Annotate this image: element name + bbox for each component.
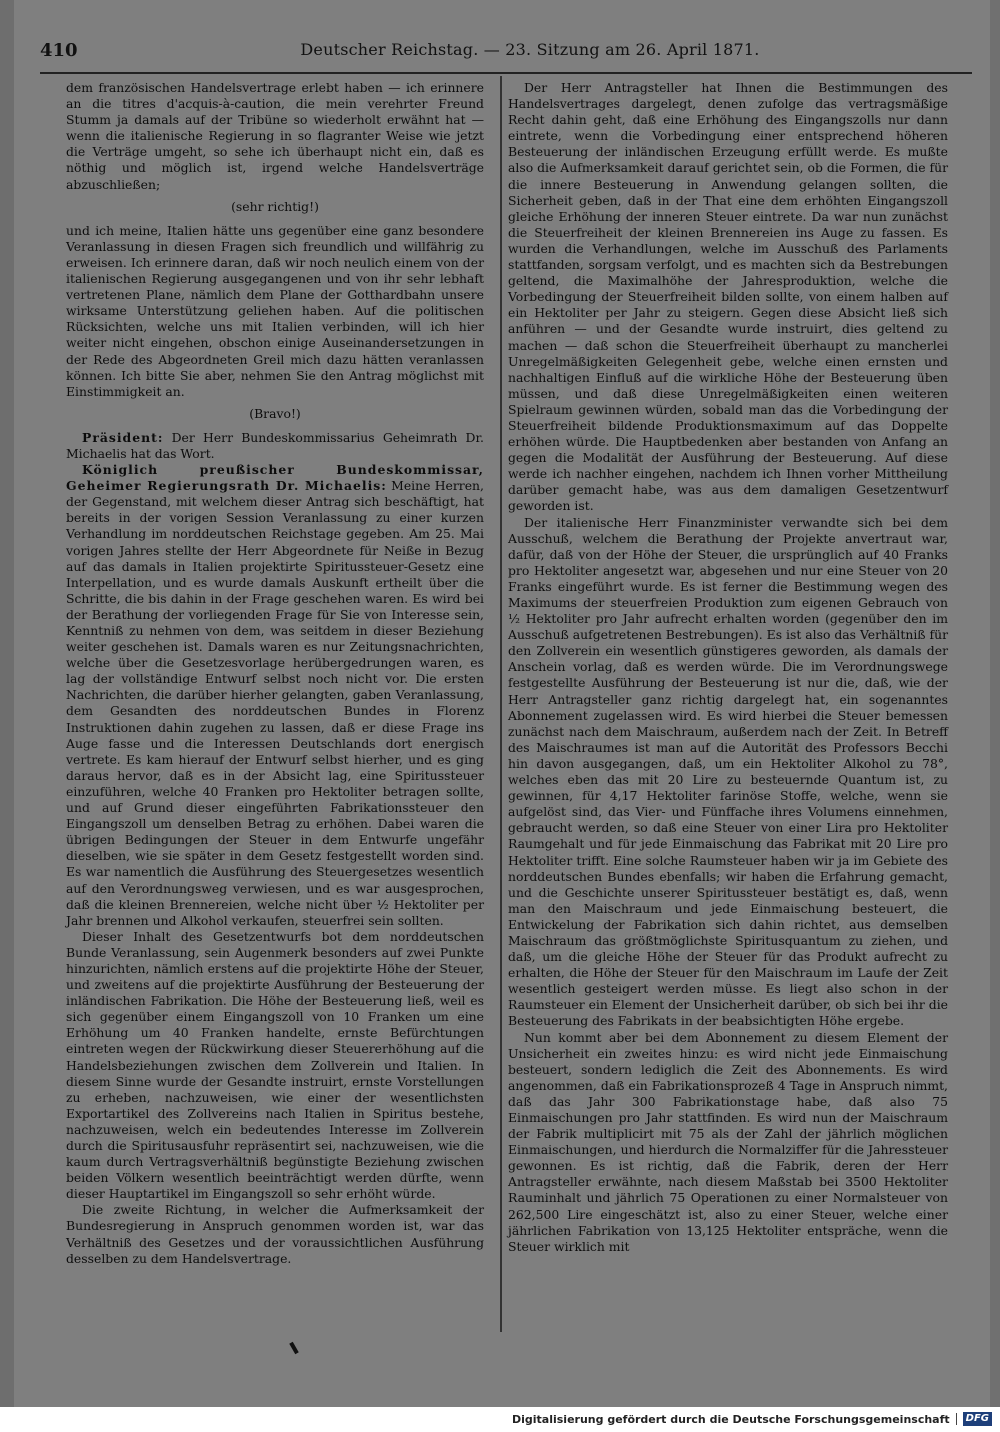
speaker-name: Königlich preußischer Bundeskommissar, Geheimer Regierungsrath Dr. Michaelis: [66, 462, 484, 494]
body-paragraph: Nun kommt aber bei dem Abonnement zu diesem Element der Unsicherheit ein zweites hinzu: es wird nicht jede Einmaischung besteuert, sondern lediglich die Zeit des Abonnements. Es wird angenommen, daß ein Fabrikationsprozeß 4 Tage in Anspruch nimmt, daß das Jahr 300 Fabrikationstage habe, daß also 75 Einmaischungen pro Jahr stattfinden. Es wird nun der Maischraum der Fabrik multiplicirt mit 75 als der Zahl der jährlich möglichen Einmaischungen, und hierdurch die Normalziffer für die Jahressteuer gewonnen. Es ist richtig, daß die Fabrik, deren der Herr Antragsteller erwähnte, nach diesem Maßstab bei 3500 Hektoliter Rauminhalt und jährlich 75 Operationen zu einer Normalsteuer von 262,500 Lire eingeschätzt ist, also zu einer Steuer, welche einer jährlichen Fabrikation von 13,125 Hektoliter entspräche, wenn die Steuer wirklich mit [508, 1029, 948, 1254]
interjection: (sehr richtig!) [231, 198, 319, 214]
speech-text: Meine Herren, der Gegenstand, mit welchem dieser Antrag sich beschäftigt, hat bereits in der vorigen Session Veranlassung zu einer kurzen Verhandlung im norddeutschen Reichstage gegeben. Am 25. Mai vorigen Jahres stellte der Herr Abgeordnete für Neiße in Bezug auf das damals in Italien projektirte Spiritussteuer-Gesetz eine Interpellation, und es wurde damals Auskunft ertheilt über die Schritte, die bis dahin in der Frage geschehen waren. Es wird bei der Berathung der vorliegenden Frage für Sie von Interesse sein, Kenntniß zu nehmen von dem, was seitdem in dieser Beziehung weiter geschehen ist. Damals waren es nur Zeitungsnachrichten, welche über die Gesetzesvorlage herübergedrungen waren, es lag der vollständige Entwurf selbst noch nicht vor. Die ersten Nachrichten, die darüber hierher gelangten, gaben Veranlassung, dem Gesandten des norddeutschen Bundes in Florenz Instruktionen dahin zugehen zu lassen, daß er diese Frage ins Auge fasse und die Interessen Deutschlands dort energisch vertrete. Es kam hierauf der Entwurf selbst hierher, und es ging daraus hervor, daß es in der Absicht lag, eine Spiritussteuer einzuführen, welche 40 Franken pro Hektoliter betragen sollte, und auf Grund dieser eingeführten Fabrikationssteuer den Eingangszoll um denselben Betrag zu erhöhen. Dabei waren die übrigen Bedingungen der Steuer in dem Entwurfe ungefähr dieselben, wie sie später in dem Gesetz festgestellt worden sind. Es war namentlich die Ausführung des Steuergesetzes wesentlich auf den Verordnungsweg verwiesen, und es war ausgesprochen, daß die kleinen Brennereien, welche nicht über ½ Hektoliter per Jahr brennen und Alkohol verkaufen, steuerfrei sein sollten. [66, 478, 484, 928]
body-paragraph: dem französischen Handelsvertrage erlebt haben — ich erinnere an die titres d'acquis-à-caution, die mein verehrter Freund Stumm ja damals auf der Tribüne so wiederholt erwähnt hat — wenn die italienische Regierung in so flagranter Weise wie jetzt die Verträge umgeht, so sehe ich überhaupt nicht ein, daß es nöthig und möglich ist, irgend welche Handelsverträge abzuschließen; [66, 80, 484, 192]
interjection: (Bravo!) [249, 405, 301, 421]
page-number: 410 [40, 40, 78, 61]
body-paragraph: und ich meine, Italien hätte uns gegenüber eine ganz besondere Veranlassung in diesen Fragen sich freundlich und willfährig zu erweisen. Ich erinnere daran, daß wir noch neulich einem von der italienischen Regierung ausgegangenen und von ihr sehr lebhaft vertretenen Plane, nämlich dem Plane der Gotthardbahn unsere wirksame Unterstützung geliehen haben. Auf die politischen Rücksichten, welche uns mit Italien verbinden, will ich hier weiter nicht eingehen, obschon einige Auseinandersetzungen in der Rede des Abgeordneten Greil mich dazu hätten veranlassen können. Ich bitte Sie aber, nehmen Sie den Antrag möglichst mit Einstimmigkeit an. [66, 222, 484, 399]
running-title: Deutscher Reichstag. — 23. Sitzung am 26. April 1871. [300, 40, 760, 59]
ink-mark [289, 1342, 298, 1354]
body-paragraph: Der italienische Herr Finanzminister verwandte sich bei dem Ausschuß, welchem die Berathung der Projekte anvertraut war, dafür, daß von der Höhe der Steuer, die ursprünglich auf 40 Franks pro Hektoliter angesetzt war, abgesehen und nur eine Steuer von 20 Franks eingeführt wurde. Es ist ferner die Bestimmung wegen des Maximums der steuerfreien Produktion zum eigenen Gebrauch von ½ Hektoliter pro Jahr aufrecht erhalten worden (gegenüber den im Ausschuß aufgetretenen Bestrebungen). Es ist also das Verhältniß für den Zollverein ein wesentlich günstigeres geworden, als damals der Anschein vorlag, daß es werden würde. Die im Verordnungswege festgestellte Ausführung der Besteuerung ist nur die, daß, wie der Herr Antragsteller ganz richtig dargelegt hat, ein sogenanntes Abonnement zugelassen wird. Es wird hierbei die Steuer bemessen zunächst nach dem Maischraum, außerdem nach der Zeit. In Betreff des Maischraumes ist man auf die Autorität des Professors Becchi hin davon ausgegangen, daß, um ein Hektoliter Alkohol zu 78°, welches eben das mit 20 Lire zu besteuernde Quantum ist, zu gewinnen, für 4,17 Hektoliter farinöse Stoffe, welche, wenn sie aufgelöst sind, das Vier- und Fünffache ihres Volumens einnehmen, gebraucht werden, so daß eine Steuer von einer Lira pro Hektoliter Raumgehalt und für jede Einmaischung das Fabrikat mit 20 Lire pro Hektoliter trifft. Eine solche Raumsteuer haben wir ja im Gebiete des norddeutschen Bundes ebenfalls; wir haben die Erfahrung gemacht, und die Geschichte unserer Spiritussteuer bestätigt es, daß, wenn man den Maischraum und jede Einmaischung besteuert, die Entwickelung der Fabrikation sich dahin richtet, aus demselben Maischraum das größtmöglichste Spiritusquantum zu ziehen, und daß, um die gleiche Höhe der Steuer für das Produkt aufrecht zu erhalten, die Höhe der Steuer für den Maischraum im Laufe der Zeit wesentlich gesteigert werden müsse. Es liegt also schon in der Raumsteuer ein Element der Unsicherheit darüber, ob sich bei ihr die Besteuerung des Fabrikats in der beabsichtigten Höhe ergebe. [508, 514, 948, 1029]
footer-credit: Digitalisierung gefördert durch die Deutsche Forschungsgemeinschaft [511, 1412, 950, 1426]
header-rule [40, 72, 972, 74]
scan-edge-left [0, 0, 14, 1407]
page-header [40, 36, 972, 66]
body-paragraph: Die zweite Richtung, in welcher die Aufmerksamkeit der Bundesregierung in Anspruch genommen worden ist, war das Verhältniß des Gesetzes und der voraussichtlichen Ausführung desselben zu dem Handelsvertrage. [66, 1202, 484, 1266]
footer-separator [956, 1413, 957, 1425]
speaker-paragraph [66, 430, 484, 462]
left-column [66, 80, 484, 1267]
speaker-paragraph [66, 462, 484, 929]
right-column [508, 80, 948, 1255]
column-divider [500, 76, 502, 1332]
speech-text: Der Herr Bundeskommissarius Geheimrath Dr. Michaelis hat das Wort. [66, 429, 484, 461]
dfg-logo: DFG [963, 1412, 992, 1426]
body-paragraph: Dieser Inhalt des Gesetzentwurfs bot dem norddeutschen Bunde Veranlassung, sein Augenmerk besonders auf zwei Punkte hinzurichten, nämlich erstens auf die projektirte Höhe der Steuer, und zweitens auf die projektirte Ausführung der Besteuerung der inländischen Fabrikation. Die Höhe der Besteuerung ließ, weil es sich gegenüber einem Eingangszoll von 10 Franken um eine Erhöhung um 40 Franken handelte, ernste Befürchtungen eintreten wegen der Rückwirkung dieser Steuererhöhung auf die Handelsbeziehungen zwischen dem Zollverein und Italien. In diesem Sinne wurde der Gesandte instruirt, ernste Vorstellungen zu erheben, nachzuweisen, wie einer der wesentlichsten Exportartikel des Zollvereins nach Italien in Spiritus bestehe, nachzuweisen, welch ein bedeutendes Interesse im Zollverein durch die Spiritusausfuhr repräsentirt sei, nachzuweisen, wie die kaum durch Vertragsverhältniß begünstigte Beziehung zwischen beiden Völkern wesentlich beeinträchtigt werden dürfte, wenn dieser Hauptartikel im Eingangszoll so sehr erhöht würde. [66, 928, 484, 1202]
scan-edge-right [990, 0, 1000, 1407]
footer [512, 1410, 992, 1428]
speaker-name: Präsident: [82, 429, 164, 445]
body-paragraph: Der Herr Antragsteller hat Ihnen die Bestimmungen des Handelsvertrages dargelegt, denen zufolge das vertragsmäßige Recht dahin geht, daß eine Erhöhung des Eingangszolls nur dann eintrete, wenn die Vorbedingung einer entsprechend höheren Besteuerung der inländischen Erzeugung erfüllt werde. Es mußte also die Aufmerksamkeit darauf gerichtet sein, ob die Formen, die für die innere Besteuerung in Anwendung gelangen sollten, die Sicherheit geben, daß in der That eine dem erhöhten Eingangszoll gleiche Erhöhung der inneren Steuer eintrete. Da war nun zunächst die Steuerfreiheit der kleinen Brennereien ins Auge zu fassen. Es wurden die Verhandlungen, welche im Ausschuß des Parlaments stattfanden, sorgsam verfolgt, und es machten sich da Bestrebungen geltend, die Maximalhöhe der Jahresproduktion, welche die Vorbedingung der Steuerfreiheit bilden sollte, von einem halben auf ein Hektoliter per Jahr zu steigern. Gegen diese Absicht ließ sich anführen — und der Gesandte wurde instruirt, dies geltend zu machen — daß schon die Steuerfreiheit überhaupt zu mancherlei Unregelmäßigkeiten Gelegenheit gebe, welche einen ernsten und nachhaltigen Einfluß auf die wirkliche Höhe der Besteuerung üben müssen, und daß diese Unregelmäßigkeiten einen weiteren Spielraum gewinnen würden, sobald man das die Vorbedingung der Steuerfreiheit bildende Produktionsmaximum auf das Doppelte erhöhen würde. Die Hauptbedenken aber bestanden von Anfang an gegen die Modalität der Ausführung der Besteuerung. Auf diese werde ich nachher eingehen, nachdem ich Ihnen vorher Mittheilung darüber gemacht habe, was aus dem damaligen Gesetzentwurf geworden ist. [508, 80, 948, 514]
